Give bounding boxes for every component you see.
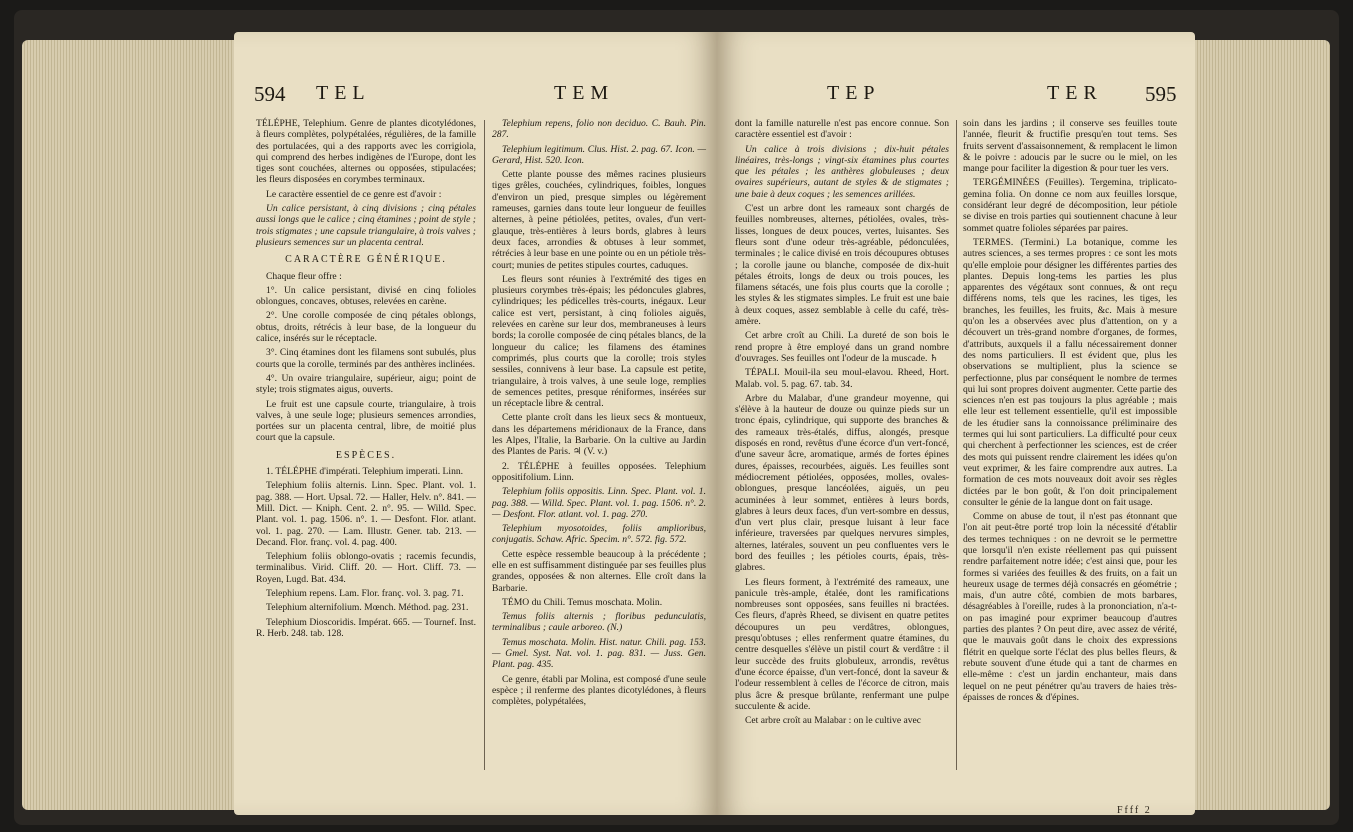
signature-mark: Ffff 2 bbox=[1117, 805, 1152, 815]
paragraph: Comme on abuse de tout, il n'est pas étonnant que l'on ait peut-être porté trop loin la nécessité d'établir des termes techniques : on ne devroit se le permettre que lorsqu'il n'en existe réellement pas qui puissent rendre parfaitement notre idée; c'est ainsi que, pour les formes si variées des feuilles & des fruits, on a fait un heureux usage de termes déjà consacrés en géométrie ; mais, d'un autre côté, combien de mots barbares, désagréables à l'oreille, rudes à la prononciation, n'a-t-on pas imaginé pour exprimer beaucoup d'autres parties des plantes ? On peut dire, avec assez de vérité, que le mauvais goût dans le choix des expressions flétrit en quelque sorte l'éclat des plus belles fleurs, & rebute souvent d'une étude qui a tant de charmes en elle-même : c'est un jardin enchanteur, mais dans lequel on ne peut pénétrer qu'au travers de haies très-épaisses de ronces & d'épines. bbox=[963, 511, 1177, 703]
paragraph: Un calice persistant, à cinq divisions ; cinq pétales aussi longs que le calice ; cinq étamines ; point de style ; trois stigmates ; une capsule triangulaire, à trois valves ; plusieurs semences sur un placenta central. bbox=[256, 203, 476, 248]
paragraph: Telephium legitimum. Clus. Hist. 2. pag. 67. Icon. — Gerard, Hist. 520. Icon. bbox=[492, 143, 706, 166]
left-page-edges bbox=[22, 40, 234, 810]
paragraph: 2°. Une corolle composée de cinq pétales oblongs, obtus, droits, rétrécis à leur base, de la longueur du calice, insérés sur le réceptacle. bbox=[256, 310, 476, 345]
paragraph: TÉLÉPHE, Telephium. Genre de plantes dicotylédones, à fleurs complètes, polypétalées, régulières, de la famille des portulacées, qui a des rapports avec les corrigiola, qui comprend des herbes indigènes de l'Europe, dont les tiges sont couchées, alternes ou opposées, stipulacées; les fleurs disposées en corymbes terminaux. bbox=[256, 118, 476, 186]
right-column-2 bbox=[963, 118, 1177, 706]
right-column-1 bbox=[735, 118, 949, 729]
paragraph: Chaque fleur offre : bbox=[266, 270, 342, 282]
paragraph: Telephium foliis alternis. Linn. Spec. Plant. vol. 1. pag. 388. — Hort. Upsal. 72. — Haller, Helv. n°. 841. — Mill. Dict. — Kniph. Cent. 2. n°. 95. — Willd. Spec. Plant. vol. 1. pag. 1506. n°. 1. — Desfont. Flor. atlant. vol. 1. pag. 270. — Lam. Illustr. Gener. tab. 213. — Decand. Flor. franç. vol. 4. pag. 400. bbox=[256, 480, 476, 548]
right-page bbox=[717, 32, 1195, 815]
column-rule bbox=[484, 120, 485, 770]
left-running-head-1: TEL bbox=[316, 82, 371, 104]
paragraph: Telephium alternifolium. Mœnch. Méthod. pag. 231. bbox=[266, 602, 469, 614]
paragraph: C'est un arbre dont les rameaux sont chargés de feuilles nombreuses, alternes, pétiolées, ovales, très-lisses, longues de deux pouces, vertes, luisantes. Ses fleurs sont d'une odeur très-agréable, pédonculées, terminales ; le calice divisé en trois découpures obtuses ; la corolle jaune ou blanche, composée de dix-huit pétales étroits, longs de deux ou trois pouces, les filamens sétacés, une fois plus courts que la corolle ; les styles & les stigmates simples. Le fruit est une baie à deux coques, assez semblable à celle du café, très-amère. bbox=[735, 203, 949, 328]
paragraph: Cette plante pousse des mêmes racines plusieurs tiges grêles, couchées, cylindriques, foibles, longues d'environ un pied, presque simples ou légèrement rameuses, garnies dans toute leur longueur de feuilles alternes, à peine pétiolées, petites, ovales, d'un vert-glauque, très-entières à leurs bords, glabres à leurs deux faces, arrondies & obtuses à leur sommet, rétrécies à leur base en une pointe ou en un pétiole très-court; munies de petites stipules courtes, caduques. bbox=[492, 169, 706, 271]
left-running-head-2: TEM bbox=[554, 82, 615, 104]
right-running-head-1: TEP bbox=[827, 82, 881, 104]
paragraph: 4°. Un ovaire triangulaire, supérieur, aigu; point de style; trois stigmates aigus, ouverts. bbox=[256, 372, 476, 396]
book bbox=[14, 10, 1339, 825]
paragraph: Telephium foliis oblongo-ovatis ; racemis fecundis, terminalibus. Virid. Cliff. 20. — Hort. Cliff. 73. — Royen, Lugd. Bat. 434. bbox=[256, 551, 476, 585]
paragraph: Telephium foliis oppositis. Linn. Spec. Plant. vol. 1. pag. 388. — Willd. Spec. Plant. vol. 1. pag. 1506. n°. 2. — Desfont. Flor. atlant. vol. 1. pag. 270. bbox=[492, 486, 706, 520]
paragraph: Les fleurs sont réunies à l'extrémité des tiges en plusieurs corymbes très-épais; les pédoncules glabres, cylindriques; les pédicelles très-courts, inégaux. Leur calice est vert, persistant, à cinq folioles aiguës, relevées en carène sur leur dos, membraneuses à leurs bords; la corolle composée de cinq pétales blancs, de la longueur du calice; les filamens des étamines comprimés, plus courts que la corolle; trois styles sessiles, connivens à leur base. La capsule est petite, triangulaire, à trois valves, à une seule loge, remplies de semences petites, presque réniformes, insérées sur un réceptacle libre & central. bbox=[492, 273, 706, 410]
left-column-1 bbox=[256, 118, 476, 642]
right-page-number: 595 bbox=[1145, 82, 1177, 106]
paragraph: Cet arbre croît au Chili. La dureté de son bois le rend propre à être employé dans un grand nombre d'ouvrages. Ses feuilles ont l'odeur de la muscade. ♄ bbox=[735, 330, 949, 364]
section-heading: ESPÈCES. bbox=[335, 449, 397, 461]
paragraph: soin dans les jardins ; il conserve ses feuilles toute l'année, fleurit & fructifie presqu'en tout tems. Ses fruits servent d'assaisonnement, & remplacent le limon & le poivre : adoucis par le sucre ou le miel, on les mange pour faciliter la digestion & pour tuer les vers. bbox=[963, 118, 1177, 175]
paragraph: Telephium repens, folio non deciduo. C. Bauh. Pin. 287. bbox=[492, 118, 706, 141]
paragraph: TÉPALI. Mouil-ila seu moul-elavou. Rheed, Hort. Malab. vol. 5. pag. 67. tab. 34. bbox=[735, 367, 949, 390]
paragraph: Ce genre, établi par Molina, est composé d'une seule espèce ; il renferme des plantes dicotylédones, à fleurs complètes, polypétalées, bbox=[492, 673, 706, 708]
paragraph: 3°. Cinq étamines dont les filamens sont subulés, plus courts que la corolle, terminés par des anthères inclinées. bbox=[256, 347, 476, 370]
left-page bbox=[234, 32, 717, 815]
paragraph: Arbre du Malabar, d'une grandeur moyenne, qui s'élève à la hauteur de douze ou quinze pieds sur un tronc épais, cylindrique, qui supporte des branches & des rameaux très-étalés, diffus, alongés, presque disposés en rond, revêtus d'une écorce d'un vert-foncé, d'une saveur âcre, aromatique, armés de fortes épines dures, épaisses, recourbées, aiguës. Les feuilles sont médiocrement pétiolées, opposées, molles, ovales-oblongues, presque lancéolées, aiguës, un peu acuminées à leur sommet, entières à leurs bords, glabres à leurs deux faces, d'un vert-sombre en dessus, d'un vert plus clair, presque luisant à leur face inférieure, traversées par quelques nervures simples, alternes, latérales, souvent un peu confluentes vers le bord des feuilles ; les pétioles courts, épais, très-glabres. bbox=[735, 392, 949, 574]
paragraph: TERMES. (Termini.) La botanique, comme les autres sciences, a ses termes propres : ce sont les mots qu'elle emploie pour désigner les différentes parties des plantes. Depuis long-tems les parties les plus apparentes des végétaux sont connues, & ont reçu différens noms, tels que les racines, les tiges, les branches, les feuilles, les fruits, &c. Mais à mesure qu'on les a observées avec plus d'attention, on y a découvert un très-grand nombre d'organes, de formes, d'attributs, auxquels il a fallu nécessairement donner des noms particuliers. Il est évident que, plus les observations se multiplient, plus la science se perfectionne, plus par conséquent le nombre de termes qui lui sont propres doivent augmenter. Cette partie des sciences n'en est pas toujours la plus agréable ; mais elle leur est tellement essentielle, qu'il est impossible de les étudier sans la connoissance préliminaire des termes qui lui sont particuliers. La difficulté pour ceux qui cherchent à perfectionner les sciences, est de créer des mots qui puissent rendre clairement les idées qu'on veut exprimer, & les faire comprendre aux autres. La formation de ces mots nouveaux doit avoir ses règles dictées par le bon goût, & l'on doit principalement consulter le génie de la langue dont on fait usage. bbox=[963, 236, 1177, 508]
right-running-head-2: TER bbox=[1047, 82, 1103, 104]
paragraph: 1. TÉLÉPHE d'impérati. Telephium imperati. Linn. bbox=[266, 466, 464, 478]
paragraph: Le fruit est une capsule courte, triangulaire, à trois valves, à une seule loge; plusieurs semences arrondies, portées sur un placenta central, libre, de moitié plus court que la capsule. bbox=[256, 398, 476, 444]
paragraph: 1°. Un calice persistant, divisé en cinq folioles oblongues, concaves, obtuses, relevées en carène. bbox=[256, 284, 476, 308]
paragraph: Cet arbre croît au Malabar : on le cultive avec bbox=[745, 715, 922, 727]
section-heading: CARACTÈRE GÉNÉRIQUE. bbox=[285, 254, 447, 266]
paragraph: Le caractère essentiel de ce genre est d'avoir : bbox=[266, 188, 442, 200]
paragraph: Les fleurs forment, à l'extrémité des rameaux, une panicule très-ample, étalée, dont les ramifications nombreuses sont opposées, sans feuilles ni bractées. Ces fleurs, d'après Rheed, se divisent en quatre petites découpures un peu verdâtres, oblongues, presqu'obtuses ; elles renferment quatre étamines, du centre desquelles s'élève un pistil court & verdâtre : il leur succède des fruits globuleux, arrondis, revêtus d'une écorce épaisse, d'un vert-foncé, dont la saveur & l'odeur ressemblent à celles de l'écorce de citron, mais plus âcre & presque brûlante, renfermant une pulpe succulente & acide. bbox=[735, 576, 949, 712]
paragraph: 2. TÉLÉPHE à feuilles opposées. Telephium oppositifolium. Linn. bbox=[492, 460, 706, 483]
paragraph: Telephium Dioscoridis. Impérat. 665. — Tournef. Inst. R. Herb. 248. tab. 128. bbox=[256, 616, 476, 639]
left-page-number: 594 bbox=[254, 82, 286, 106]
paragraph: Un calice à trois divisions ; dix-huit pétales linéaires, très-longs ; vingt-six étamines plus courtes que les pétales ; les anthères globuleuses ; deux ovaires supérieurs, autant de styles & de stigmates ; une baie à deux coques ; les semences arillées. bbox=[735, 143, 949, 200]
paragraph: dont la famille naturelle n'est pas encore connue. Son caractère essentiel est d'avoir : bbox=[735, 118, 949, 141]
paragraph: TÉMO du Chili. Temus moschata. Molin. bbox=[502, 596, 663, 608]
paragraph: Temus foliis alternis ; floribus pedunculatis, terminalibus ; caule arboreo. (N.) bbox=[492, 611, 706, 634]
paragraph: Telephium repens. Lam. Flor. franç. vol. 3. pag. 71. bbox=[266, 587, 464, 599]
column-rule bbox=[956, 120, 957, 770]
left-column-2 bbox=[492, 118, 706, 711]
paragraph: TERGÉMINÉES (Feuilles). Tergemina, triplicato-gemina folia. On donne ce nom aux feuilles lorsque, considérant leur degré de décomposition, leur pétiole se divise en trois parties qui soutiennent chacune à leur sommet quatre folioles séparées par paires. bbox=[963, 177, 1177, 234]
right-page-edges bbox=[1195, 40, 1330, 810]
paragraph: Cette plante croît dans les lieux secs & montueux, dans les départemens méridionaux de la France, dans les Alpes, l'Italie, la Barbarie. On la cultive au Jardin des Plantes de Paris. ♃ (V. v.) bbox=[492, 412, 706, 458]
paragraph: Telephium myosotoides, foliis amplioribus, conjugatis. Schaw. Afric. Specim. n°. 572. fig. 572. bbox=[492, 523, 706, 546]
paragraph: Temus moschata. Molin. Hist. natur. Chili. pag. 153. — Gmel. Syst. Nat. vol. 1. pag. 831. — Juss. Gen. Plant. pag. 435. bbox=[492, 636, 706, 671]
paragraph: Cette espèce ressemble beaucoup à la précédente ; elle en est suffisamment distinguée par ses feuilles plus grandes, opposées & non alternes. Elle croît dans la Barbarie. bbox=[492, 548, 706, 594]
